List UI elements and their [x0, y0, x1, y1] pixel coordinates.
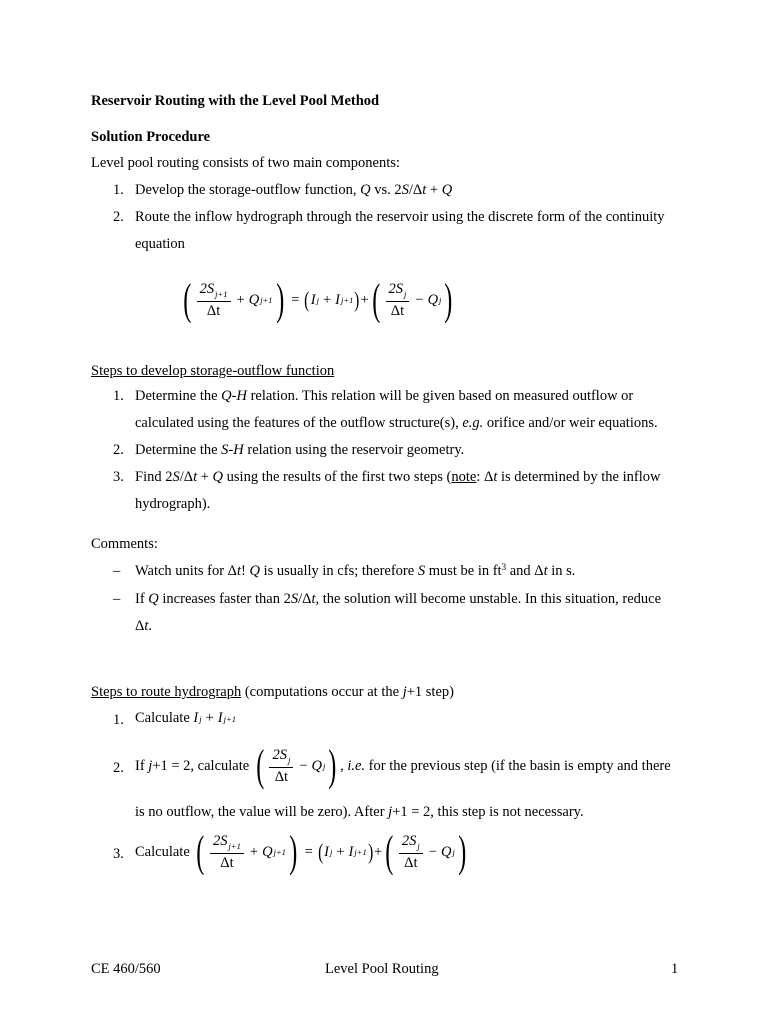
footer-title: Level Pool Routing: [325, 961, 439, 977]
step-number: 3.: [113, 846, 124, 862]
step-number: 2.: [113, 442, 124, 458]
page-title: Reservoir Routing with the Level Pool Method: [91, 93, 380, 109]
step-number: 2.: [113, 760, 124, 776]
bullet-dash: –: [113, 591, 121, 607]
section-heading-storage-outflow: Steps to develop storage-outflow function: [91, 363, 335, 379]
storage-step-3-line1: Find 2S/Δt + Q using the results of the first two steps (note: Δt is determined by the inflow: [135, 469, 661, 485]
storage-step-3-line2: hydrograph).: [135, 496, 211, 512]
continuity-equation: ( $\frac{2S_{j+1}}{\Delta t}$ + Q j+1 ) = ( I j + I j+1 ) + ( $\frac{2S_j}{\Delta t}$ − Q j ): [183, 275, 453, 324]
section-heading-route-hydrograph: Steps to route hydrograph (computations occur at the j+1 step): [91, 684, 454, 700]
storage-step-1-line1: Determine the Q-H relation. This relation will be given based on measured outflow or: [135, 388, 634, 404]
step-number: 1.: [113, 712, 124, 728]
storage-step-2: Determine the S-H relation using the reservoir geometry.: [135, 442, 465, 458]
step-number: 1.: [113, 388, 124, 404]
route-step-3: Calculate ( $\frac{2S_{j+1}}{\Delta t}$ + Q j+1 ) = ( I j + I j+1 ) + ( $\frac{2S_j}{\Delta t}$ − Q j ): [135, 827, 467, 876]
step-number: 1.: [113, 182, 124, 198]
route-step-1: Calculate I j + I j+1: [135, 710, 236, 726]
section-heading-solution: Solution Procedure: [91, 129, 211, 145]
main-step-2-line1: Route the inflow hydrograph through the reservoir using the discrete form of the continuity: [135, 209, 665, 225]
comment-2-line2: Δt.: [135, 618, 152, 634]
footer-course: CE 460/560: [91, 961, 161, 977]
step-number: 2.: [113, 209, 124, 225]
storage-step-1-line2: calculated using the features of the outflow structure(s), e.g. orifice and/or weir equations.: [135, 415, 658, 431]
main-step-1: Develop the storage-outflow function, Q vs. 2S/Δt + Q: [135, 182, 453, 198]
intro-text: Level pool routing consists of two main components:: [91, 155, 400, 171]
bullet-dash: –: [113, 563, 121, 579]
comment-2-line1: If Q increases faster than 2S/Δt, the solution will become unstable. In this situation, reduce: [135, 591, 661, 607]
comments-heading: Comments:: [91, 536, 158, 552]
route-step-2-line2: is no outflow, the value will be zero). After j+1 = 2, this step is not necessary.: [135, 804, 584, 820]
step-number: 3.: [113, 469, 124, 485]
main-step-2-line2: equation: [135, 236, 185, 252]
route-step-2-line1: If j +1 = 2, calculate ( $\frac{2S_j}{\Delta t}$ − Q j ) , i.e. for the previous step (if the basin is empty and there: [135, 741, 671, 790]
comment-1: Watch units for Δt! Q is usually in cfs; therefore S must be in $ft^3$ and Δt in s.: [135, 562, 576, 579]
footer-page-number: 1: [671, 961, 679, 977]
